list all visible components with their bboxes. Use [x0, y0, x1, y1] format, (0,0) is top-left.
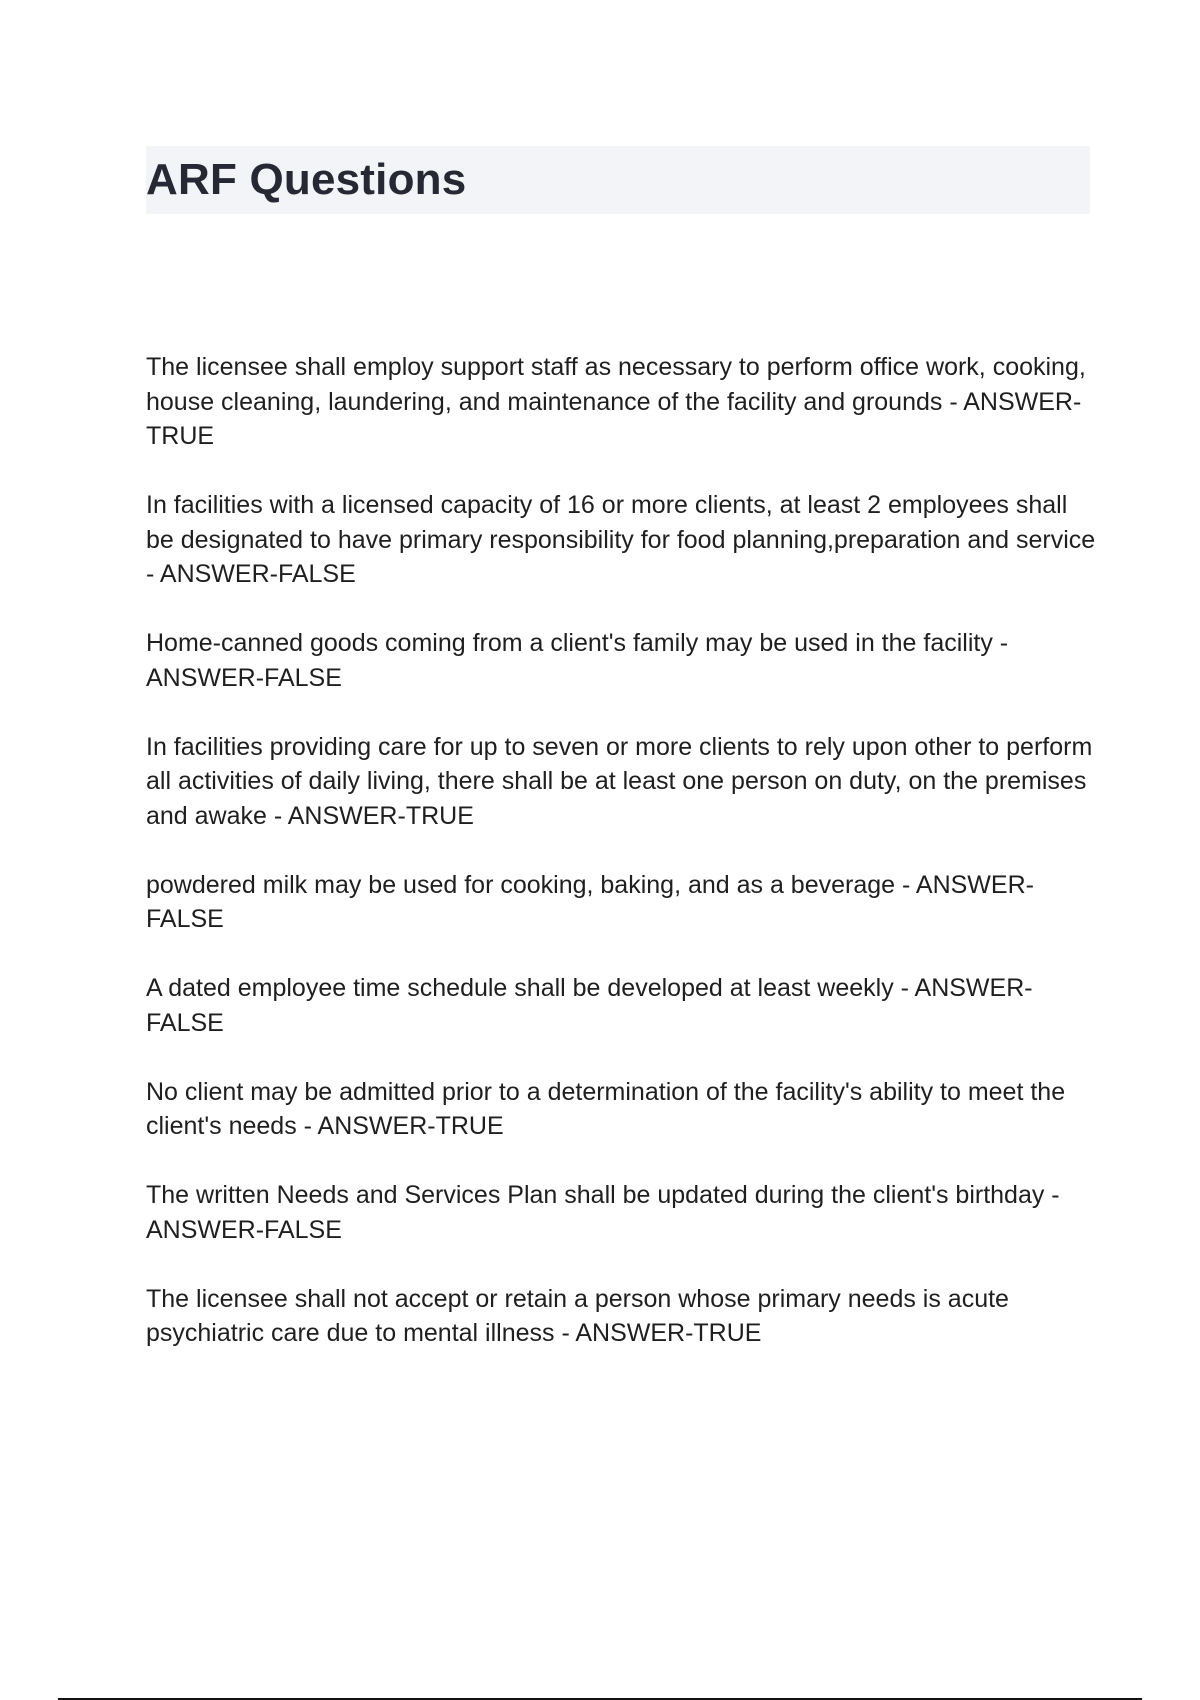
question-item: The licensee shall employ support staff as necessary to perform office work, cooking, house cleaning, laundering, and maintenance of the facility and grounds - ANSWER-TRUE	[146, 353, 1086, 450]
question-item: A dated employee time schedule shall be developed at least weekly - ANSWER-FALSE	[146, 974, 1033, 1037]
title-banner	[146, 146, 1090, 214]
question-item: In facilities with a licensed capacity of 16 or more clients, at least 2 employees shall be designated to have primary responsibility for food planning,preparation and service - ANSWER-FALSE	[146, 491, 1096, 588]
page-title: ARF Questions	[146, 155, 467, 204]
question-item: powdered milk may be used for cooking, baking, and as a beverage - ANSWER-FALSE	[146, 870, 1034, 933]
question-item: In facilities providing care for up to seven or more clients to rely upon other to perform all activities of daily living, there shall be at least one person on duty, on the premises and awake - ANSWER-TRUE	[146, 732, 1093, 830]
question-list	[146, 350, 1096, 1385]
question-item: The licensee shall not accept or retain a person whose primary needs is acute psychiatric care due to mental illness - ANSWER-TRUE	[146, 1284, 1009, 1347]
question-item: Home-canned goods coming from a client's family may be used in the facility - ANSWER-FALSE	[146, 629, 1009, 692]
question-item: The written Needs and Services Plan shall be updated during the client's birthday - ANSWER-FALSE	[146, 1181, 1060, 1244]
question-item: No client may be admitted prior to a determination of the facility's ability to meet the client's needs - ANSWER-TRUE	[146, 1077, 1066, 1140]
